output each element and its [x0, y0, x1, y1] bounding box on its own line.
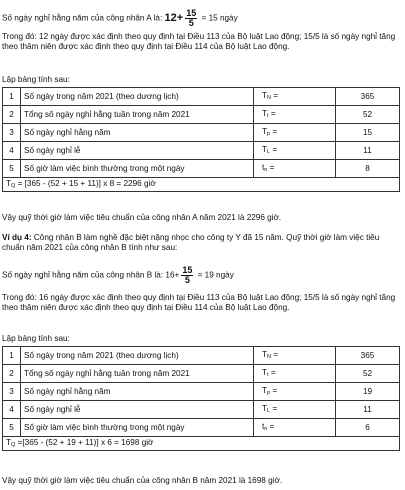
- total-cell: [3, 178, 400, 192]
- total-cell: [3, 437, 400, 451]
- row-symbol: [254, 160, 336, 178]
- row-symbol: [254, 124, 336, 142]
- table-a-body: [3, 88, 400, 192]
- row-symbol-subscript: L: [267, 149, 271, 156]
- table-row: [3, 88, 400, 106]
- table-row: [3, 365, 400, 383]
- note-a: Trong đó: 12 ngày được xác định theo quy định tại Điều 113 của Bộ luật Lao động; 15/5 là số ngày nghỉ tăng theo thâm niên được xác định theo quy định tại Điều 114 của Bộ luật Lao động.: [2, 32, 396, 51]
- row-symbol: [254, 365, 336, 383]
- total-subscript: Q: [11, 183, 16, 190]
- row-number: 2: [3, 106, 21, 124]
- formula-b: [2, 266, 402, 285]
- formula-b-denominator: 5: [184, 275, 190, 285]
- row-symbol: [254, 401, 336, 419]
- row-equals: =: [269, 163, 275, 173]
- row-equals: =: [270, 109, 276, 119]
- table-row: [3, 106, 400, 124]
- table-row: [3, 124, 400, 142]
- row-symbol: [254, 419, 336, 437]
- table-b-body: [3, 347, 400, 451]
- example-4-label: Ví dụ 4:: [2, 233, 32, 242]
- row-value: 6: [336, 419, 400, 437]
- example-4-text: Công nhân B làm nghề đặc biệt nặng nhọc cho công ty Y đã 15 năm. Quỹ thời giờ làm việc tiêu chuẩn năm 2021 của công nhân B tính như sau:: [2, 233, 380, 252]
- table-row: [3, 160, 400, 178]
- total-symbol: T: [6, 179, 12, 189]
- row-number: 2: [3, 365, 21, 383]
- conclusion-b: Vậy quỹ thời giờ làm việc tiêu chuẩn của công nhân B năm 2021 là 1698 giờ.: [2, 476, 283, 485]
- row-symbol-subscript: N: [267, 95, 271, 102]
- total-symbol: T: [6, 438, 12, 448]
- formula-b-fraction: [181, 266, 193, 285]
- table-a: [2, 87, 400, 192]
- row-value: 365: [336, 347, 400, 365]
- row-symbol: [254, 106, 336, 124]
- formula-a-numerator: 15: [186, 8, 197, 18]
- formula-a-denominator: 5: [188, 18, 194, 28]
- row-symbol-letter: T: [262, 350, 268, 360]
- row-equals: =: [273, 91, 279, 101]
- row-value: 15: [336, 124, 400, 142]
- total-row: [3, 178, 400, 192]
- row-description: Số ngày nghỉ hằng năm: [21, 383, 254, 401]
- row-number: 4: [3, 401, 21, 419]
- conclusion-a: Vậy quỹ thời giờ làm việc tiêu chuẩn của công nhân A năm 2021 là 2296 giờ.: [2, 213, 282, 222]
- row-symbol: [254, 383, 336, 401]
- row-equals: =: [273, 350, 279, 360]
- row-description: Số ngày nghỉ lễ: [21, 142, 254, 160]
- formula-b-result: = 19 ngày: [197, 270, 234, 280]
- row-description: Tổng số ngày nghỉ hằng tuần trong năm 2021: [21, 106, 254, 124]
- row-symbol-letter: t: [262, 163, 265, 173]
- row-symbol-letter: T: [262, 91, 268, 101]
- row-equals: =: [272, 145, 278, 155]
- table-intro-b: Lập bảng tính sau:: [2, 334, 70, 343]
- row-value: 365: [336, 88, 400, 106]
- row-symbol-subscript: p: [267, 390, 271, 397]
- formula-a-result: = 15 ngày: [201, 13, 238, 23]
- table-row: [3, 347, 400, 365]
- row-equals: =: [269, 422, 275, 432]
- row-number: 1: [3, 347, 21, 365]
- row-symbol-letter: T: [262, 368, 268, 378]
- row-equals: =: [272, 404, 278, 414]
- formula-a-fraction: [185, 9, 197, 28]
- formula-b-numerator: 15: [182, 265, 193, 275]
- formula-a: [2, 9, 402, 28]
- row-equals: =: [270, 368, 276, 378]
- row-value: 19: [336, 383, 400, 401]
- row-symbol-subscript: n: [264, 426, 268, 433]
- row-description: Số ngày trong năm 2021 (theo dương lịch): [21, 88, 254, 106]
- note-b: Trong đó: 16 ngày được xác định theo quy định tại Điều 113 của Bộ luật Lao động; 15/5 là số ngày nghỉ tăng theo thâm niên được xác định theo quy định tại Điều 114 của Bộ luật Lao động.: [2, 293, 396, 312]
- row-description: Số ngày nghỉ lễ: [21, 401, 254, 419]
- total-expression: =[365 - (52 + 19 + 11)] x 6 = 1698 giờ: [17, 438, 154, 448]
- row-number: 3: [3, 124, 21, 142]
- row-symbol-letter: T: [262, 404, 268, 414]
- row-symbol: [254, 142, 336, 160]
- table-row: [3, 142, 400, 160]
- row-description: Số ngày nghỉ hằng năm: [21, 124, 254, 142]
- row-number: 4: [3, 142, 21, 160]
- row-value: 11: [336, 401, 400, 419]
- row-symbol-letter: T: [262, 127, 268, 137]
- table-row: [3, 383, 400, 401]
- total-row: [3, 437, 400, 451]
- row-description: Tổng số ngày nghỉ hằng tuần trong năm 2021: [21, 365, 254, 383]
- row-symbol-letter: T: [262, 145, 268, 155]
- table-row: [3, 401, 400, 419]
- row-symbol-letter: T: [262, 386, 268, 396]
- table-b: [2, 346, 400, 451]
- total-subscript: Q: [11, 442, 16, 449]
- row-number: 5: [3, 160, 21, 178]
- row-symbol: [254, 347, 336, 365]
- row-value: 8: [336, 160, 400, 178]
- row-number: 5: [3, 419, 21, 437]
- formula-a-plus: +: [176, 11, 184, 24]
- row-symbol-subscript: p: [267, 131, 271, 138]
- example-4: [2, 233, 402, 253]
- formula-a-int: 12: [164, 11, 177, 24]
- row-number: 3: [3, 383, 21, 401]
- formula-b-prefix: Số ngày nghỉ hằng năm của công nhân B là: 16+: [2, 270, 180, 280]
- row-equals: =: [272, 127, 278, 137]
- row-symbol-subscript: N: [267, 354, 271, 361]
- row-description: Số ngày trong năm 2021 (theo dương lịch): [21, 347, 254, 365]
- row-value: 11: [336, 142, 400, 160]
- row-symbol-subscript: t: [267, 372, 269, 379]
- row-symbol-subscript: t: [267, 113, 269, 120]
- row-description: Số giờ làm việc bình thường trong một ngày: [21, 160, 254, 178]
- row-symbol-letter: t: [262, 422, 265, 432]
- row-symbol-subscript: L: [267, 408, 271, 415]
- table-row: [3, 419, 400, 437]
- formula-a-prefix: Số ngày nghỉ hằng năm của công nhân A là:: [2, 13, 163, 23]
- row-symbol-subscript: n: [264, 167, 268, 174]
- table-intro-a: Lập bảng tính sau:: [2, 75, 70, 84]
- row-equals: =: [272, 386, 278, 396]
- row-symbol: [254, 88, 336, 106]
- row-value: 52: [336, 106, 400, 124]
- row-value: 52: [336, 365, 400, 383]
- row-symbol-letter: T: [262, 109, 268, 119]
- total-expression: = [365 - (52 + 15 + 11)] x 8 = 2296 giờ: [17, 179, 156, 189]
- row-number: 1: [3, 88, 21, 106]
- row-description: Số giờ làm việc bình thường trong một ngày: [21, 419, 254, 437]
